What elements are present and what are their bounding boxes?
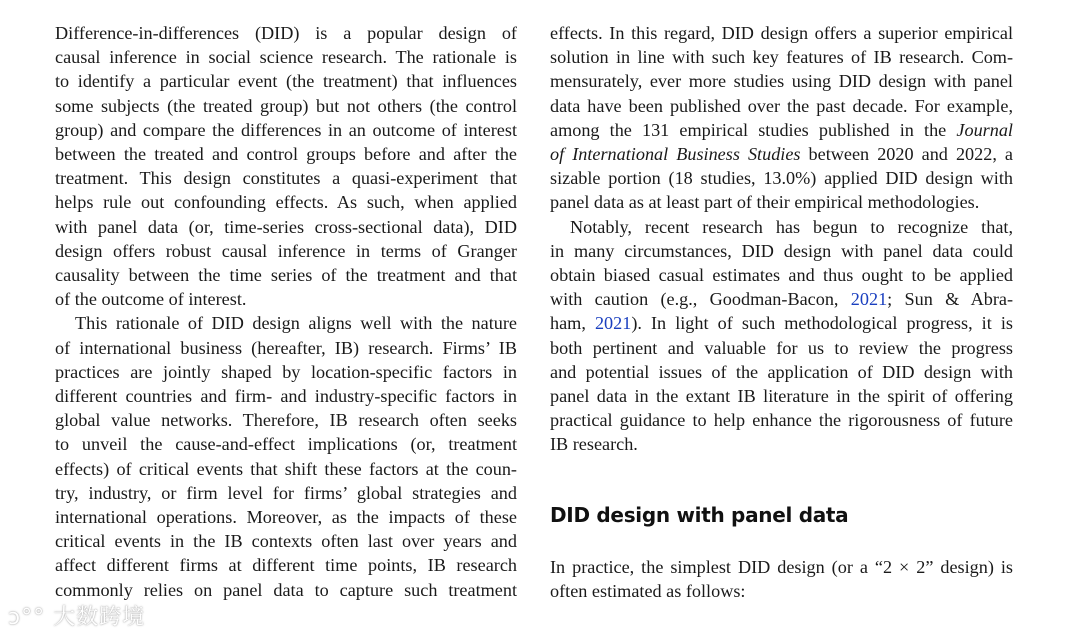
text-segment: effects. In this regard, DID design offers a superior empirical (550, 23, 1013, 43)
text-segment: some subjects (the treated group) but not others (the control (55, 95, 517, 116)
text-segment: causal inference in social science research. The rationale is (55, 47, 517, 68)
text-line (550, 142, 1013, 166)
text-line (55, 505, 517, 529)
watermark-logo: ↄ°° 大数跨境 (8, 605, 146, 630)
text-segment: of international business (hereafter, IB) research. Firms’ IB (55, 337, 517, 358)
text-segment: to unveil the cause-and-effect implications (or, treatment (55, 434, 517, 455)
text-line (55, 432, 517, 456)
text-segment: international operations. Moreover, as the impacts of these (55, 507, 517, 527)
text-line (550, 311, 1013, 335)
text-line (55, 408, 517, 432)
text-line (550, 360, 1013, 384)
text-line (55, 215, 517, 239)
text-segment: panel data in the extant IB literature in the spirit of offering (550, 386, 1013, 406)
text-line (55, 45, 517, 69)
text-segment: and potential issues of the application of DID design with (550, 361, 1013, 382)
text-segment: practical guidance to help enhance the rigorousness of future (550, 410, 1013, 431)
text-line (55, 94, 517, 118)
text-line (550, 215, 1013, 239)
text-segment: treatment. This design constitutes a quasi-experiment that (55, 168, 517, 189)
text-segment: design offers robust causal inference in terms of Granger (55, 240, 517, 261)
text-segment: Difference-in-differences (DID) is a popular design of (55, 23, 517, 43)
text-segment: global value networks. Therefore, IB research often seeks (55, 410, 517, 431)
text-segment: between the treated and control groups before and after the (55, 144, 517, 164)
text-segment: among the 131 empirical studies published in the (550, 119, 957, 140)
text-line (550, 166, 1013, 190)
text-line (550, 555, 1013, 579)
text-segment: panel data as at least part of their empirical methodologies. (550, 192, 980, 213)
text-line (55, 311, 517, 335)
text-line (550, 190, 1013, 214)
text-segment: between 2020 and 2022, a (800, 144, 1013, 164)
text-line (55, 384, 517, 408)
text-line (55, 287, 517, 311)
text-segment: commonly relies on panel data to capture such treatment (55, 579, 517, 600)
text-line (55, 578, 517, 602)
text-segment: affect different firms at different time points, IB research (55, 555, 517, 576)
text-segment: with panel data (or, time-series cross-sectional data), DID (55, 216, 517, 237)
text-segment: often estimated as follows: (550, 581, 746, 602)
text-line (55, 142, 517, 166)
text-line (55, 166, 517, 190)
text-segment: This rationale of DID design aligns well with the nature (75, 313, 517, 334)
text-segment: ). In light of such methodological progress, it is (631, 313, 1013, 334)
text-line (550, 45, 1013, 69)
text-segment: data have been published over the past decade. For example, (550, 95, 1013, 116)
text-segment: critical events in the IB contexts often last over years and (55, 531, 517, 552)
text-line (55, 553, 517, 577)
text-line (55, 118, 517, 142)
text-line (550, 118, 1013, 142)
text-line (55, 21, 517, 45)
text-segment: of International Business Studies (550, 144, 801, 164)
text-line (550, 408, 1013, 432)
text-line (550, 94, 1013, 118)
text-segment: helps rule out confounding effects. As such, when applied (55, 192, 517, 213)
text-line (55, 190, 517, 214)
text-segment: to identify a particular event (the treatment) that influences (55, 71, 517, 92)
text-line (550, 69, 1013, 93)
text-segment: with caution (e.g., Goodman-Bacon, (550, 289, 851, 310)
section-heading: DID design with panel data (550, 503, 849, 527)
text-line (55, 69, 517, 93)
text-segment: both pertinent and valuable for us to review the progress (550, 337, 1013, 358)
text-line (550, 239, 1013, 263)
text-line (55, 239, 517, 263)
text-segment: in many circumstances, DID design with panel data could (550, 240, 1013, 261)
text-segment: different countries and firm- and industry-specific factors in (55, 386, 517, 406)
text-segment: causality between the time series of the treatment and that (55, 265, 517, 285)
text-segment: try, industry, or firm level for firms’ global strategies and (55, 482, 517, 503)
text-line (55, 263, 517, 287)
text-line (550, 432, 1013, 456)
citation-link[interactable]: 2021 (594, 313, 632, 334)
text-segment: solution in line with such key features of IB research. Com- (550, 47, 1013, 68)
text-line (55, 457, 517, 481)
text-segment: ; Sun & Abra- (887, 289, 1013, 310)
text-line (55, 336, 517, 360)
text-segment: obtain biased casual estimates and thus ought to be applied (550, 265, 1013, 285)
text-line (55, 360, 517, 384)
text-line (550, 384, 1013, 408)
text-line (550, 579, 1013, 603)
text-line (55, 481, 517, 505)
text-line (550, 21, 1013, 45)
text-segment: IB research. (550, 434, 638, 455)
text-line (55, 529, 517, 553)
text-segment: ham, (550, 313, 595, 334)
text-segment: In practice, the simplest DID design (or a “2 × 2” design) is (550, 557, 1013, 577)
text-segment: sizable portion (18 studies, 13.0%) applied DID design with (550, 168, 1013, 189)
text-segment: practices are jointly shaped by location-specific factors in (55, 361, 517, 382)
text-segment: of the outcome of interest. (55, 289, 247, 310)
text-segment: mensurately, ever more studies using DID design with panel (550, 71, 1013, 92)
text-segment: Journal (956, 119, 1013, 140)
text-segment: group) and compare the differences in an outcome of interest (55, 119, 517, 140)
text-segment: Notably, recent research has begun to recognize that, (570, 216, 1013, 237)
citation-link[interactable]: 2021 (850, 289, 888, 310)
text-segment: effects) of critical events that shift these factors at the coun- (55, 458, 517, 479)
text-line (550, 263, 1013, 287)
text-line (550, 336, 1013, 360)
text-line (550, 287, 1013, 311)
